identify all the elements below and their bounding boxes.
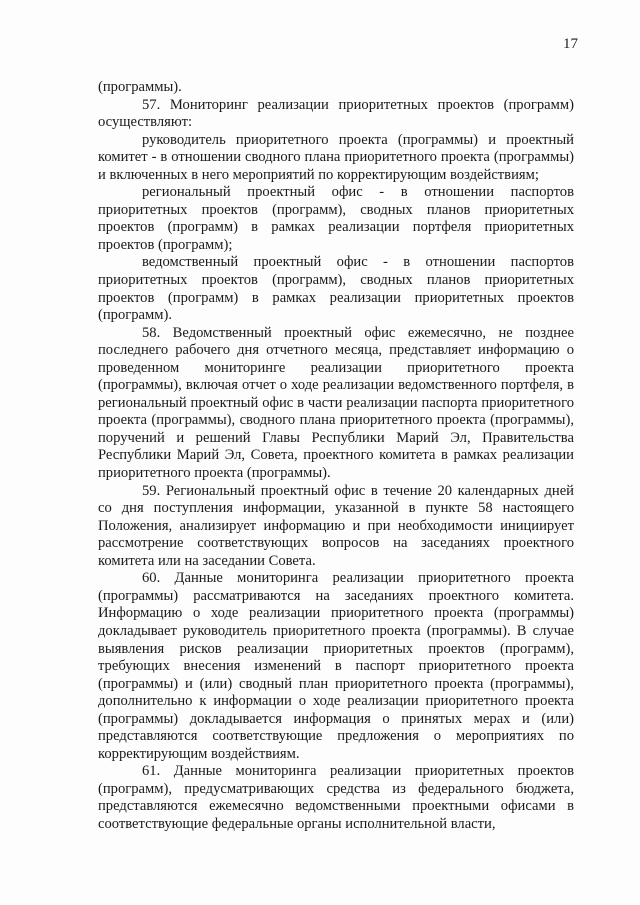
- document-body: [98, 79, 574, 834]
- paragraph-57-item-2: региональный проектный офис - в отношении паспортов приоритетных проектов (программ), сводных планов приоритетных проектов (программ) в рамках реализации портфеля приоритетных проектов (программ);: [98, 184, 574, 253]
- paragraph-continuation: (программы).: [98, 79, 182, 95]
- paragraph-60: 60. Данные мониторинга реализации приоритетного проекта (программы) рассматриваются на заседаниях проектного комитета. Информацию о ходе реализации приоритетного проекта (программы) докладывает руководитель приоритетного проекта (программы). В случае выявления рисков реализации приоритетных проектов (программ), требующих внесения изменений в паспорт приоритетного проекта (программы) и (или) сводный план приоритетного проекта (программы), дополнительно к информации о ходе реализации приоритетного проекта (программы) докладывается информация о принятых мерах и (или) представляются соответствующие предложения о мероприятиях по корректирующим воздействиям.: [98, 570, 574, 762]
- paragraph-57: 57. Мониторинг реализации приоритетных проектов (программ) осуществляют:: [98, 96, 574, 131]
- page-number: 17: [563, 36, 578, 52]
- paragraph-61: 61. Данные мониторинга реализации приоритетных проектов (программ), предусматривающих средства из федерального бюджета, представляются ежемесячно ведомственными проектными офисами в соответствующие федеральные органы исполнительной власти,: [98, 763, 574, 832]
- paragraph-57-item-3: ведомственный проектный офис - в отношении паспортов приоритетных проектов (программ), сводных планов приоритетных проектов (программ) в рамках реализации приоритетных проектов (программ).: [98, 254, 574, 324]
- paragraph-59: 59. Региональный проектный офис в течение 20 календарных дней со дня поступления информации, указанной в пункте 58 настоящего Положения, анализирует информацию и при необходимости инициирует рассмотрение соответствующих вопросов на заседаниях проектного комитета или на заседании Совета.: [98, 482, 574, 569]
- paragraph-57-item-1: руководитель приоритетного проекта (программы) и проектный комитет - в отношении сводного плана приоритетного проекта (программы) и включенных в него мероприятий по корректирующим воздействиям;: [98, 131, 574, 183]
- paragraph-58: 58. Ведомственный проектный офис ежемесячно, не позднее последнего рабочего дня отчетного месяца, представляет информацию о проведенном мониторинге реализации приоритетного проекта (программы), включая отчет о ходе реализации ведомственного портфеля, в региональный проектный офис в части реализации паспорта приоритетного проекта (программы), сводного плана приоритетного проекта (программы), поручений и решений Главы Республики Марий Эл, Правительства Республики Марий Эл, Совета, проектного комитета в рамках реализации приоритетного проекта (программы).: [98, 324, 574, 482]
